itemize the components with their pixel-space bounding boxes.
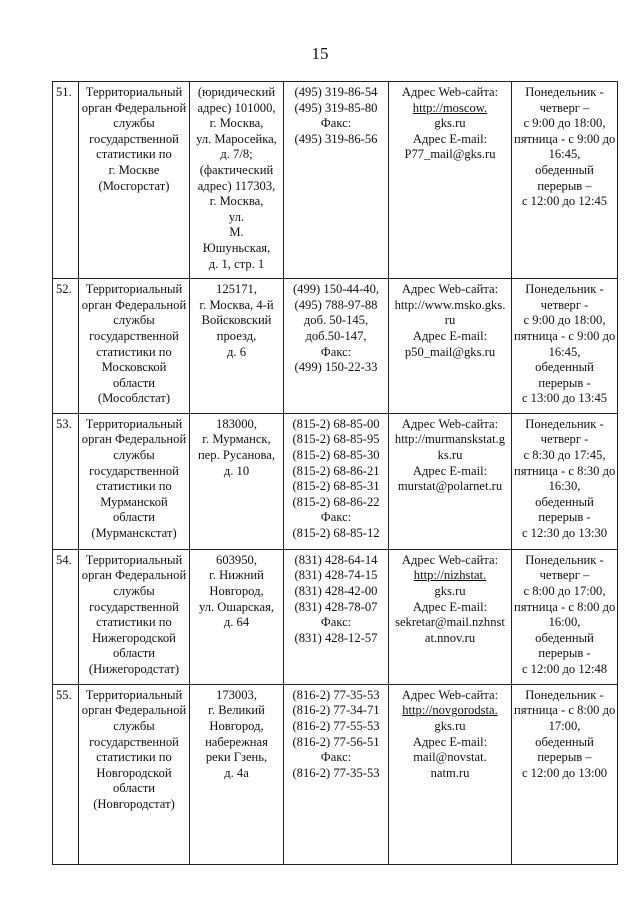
name-line: службы <box>113 448 155 463</box>
name-line: (Мособлстат) <box>97 391 171 406</box>
hours-line: четверг – <box>539 568 590 583</box>
hours-line: пятница - с 8:30 до <box>514 463 616 478</box>
hours-line: с 12:00 до 12:45 <box>521 194 608 209</box>
hours-line: с 12:00 до 13:00 <box>521 765 608 780</box>
web-line: at.nnov.ru <box>424 630 476 645</box>
phones-line: (499) 150-22-33 <box>294 360 378 375</box>
address-line: г. Москва, 4-й <box>199 297 274 312</box>
website-link[interactable]: http://nizhstat. <box>413 568 487 583</box>
phones-line: Факс: <box>320 615 352 630</box>
hours-line: Понедельник - <box>525 687 604 702</box>
hours-line: с 8:00 до 17:00, <box>523 584 606 599</box>
cell-phones <box>284 82 389 279</box>
hours-line: с 12:30 до 13:30 <box>521 526 608 541</box>
page-number: 15 <box>311 44 329 63</box>
name-line: статистики по <box>96 615 172 630</box>
phones-line: (499) 150-44-40, <box>292 282 380 297</box>
name-line: (Мурманскстат) <box>91 526 177 541</box>
hours-line: обеденный <box>535 734 594 749</box>
web-line: Адрес Web-сайта: <box>401 85 499 99</box>
web-line: murstat@polarnet.ru <box>397 479 503 494</box>
address-line: Войсковский <box>201 313 272 328</box>
address-line: (юридический <box>197 85 276 99</box>
cell-web <box>389 279 512 414</box>
address-line: д. 7/8; <box>220 147 253 162</box>
cell-web <box>389 82 512 279</box>
phones-line: (816-2) 77-35-53 <box>292 687 380 702</box>
name-line: Территориальный <box>85 687 183 702</box>
address-line: проезд, <box>216 328 257 343</box>
phones-line: Факс: <box>320 116 352 131</box>
hours-line: пятница - с 8:00 до <box>514 599 616 614</box>
web-line: Адрес Web-сайта: <box>401 416 499 431</box>
hours-line: обеденный <box>535 630 594 645</box>
name-line: службы <box>113 584 155 599</box>
name-line: государственной <box>89 328 179 343</box>
hours-line: Понедельник - <box>525 416 604 431</box>
address-line: ул. Маросейка, <box>196 131 277 146</box>
name-line: Территориальный <box>85 85 183 99</box>
name-line: Новгородской <box>96 765 172 780</box>
row-number: 51. <box>53 82 79 279</box>
address-line: г. Нижний <box>209 568 264 583</box>
name-line: орган Федеральной <box>81 432 187 447</box>
name-line: орган Федеральной <box>81 100 187 115</box>
phones-line: (831) 428-74-15 <box>294 568 378 583</box>
hours-line: четверг - <box>540 432 589 447</box>
hours-line: с 9:00 до 18:00, <box>523 116 606 131</box>
address-line: г. Москва, <box>209 116 264 131</box>
phones-line: (831) 428-78-07 <box>294 599 378 614</box>
row-number: 53. <box>53 413 79 549</box>
address-line: М. <box>229 225 244 240</box>
address-line: д. 64 <box>223 615 250 630</box>
phones-line: (816-2) 77-56-51 <box>292 734 380 749</box>
address-line: Новгород, <box>209 719 264 734</box>
web-line: Адрес Web-сайта: <box>401 282 499 297</box>
name-line: статистики по <box>96 479 172 494</box>
address-line: пер. Русанова, <box>197 448 276 463</box>
hours-line: Понедельник - <box>525 85 604 99</box>
cell-address <box>190 684 284 864</box>
hours-line: с 9:00 до 18:00, <box>523 313 606 328</box>
website-link[interactable]: http://novgorodsta. <box>402 703 498 718</box>
cell-hours <box>512 413 618 549</box>
address-line: 603950, <box>216 552 257 567</box>
phones-line: (495) 319-86-56 <box>294 131 378 146</box>
web-line: Адрес E-mail: <box>412 131 488 146</box>
name-line: государственной <box>89 463 179 478</box>
hours-line: 16:30, <box>548 479 581 494</box>
hours-line: Понедельник - <box>525 282 604 297</box>
name-line: области <box>112 510 156 525</box>
cell-phones <box>284 413 389 549</box>
phones-line: (495) 788-97-88 <box>294 297 378 312</box>
name-line: орган Федеральной <box>81 568 187 583</box>
website-link[interactable]: http://moscow. <box>412 100 488 115</box>
row-number: 55. <box>53 684 79 864</box>
phones-line: Факс: <box>320 750 352 765</box>
table-row <box>53 413 618 549</box>
address-line: Новгород, <box>209 584 264 599</box>
cell-hours <box>512 82 618 279</box>
table-row <box>53 82 618 279</box>
phones-line: (815-2) 68-85-30 <box>292 448 380 463</box>
phones-line: (816-2) 77-55-53 <box>292 719 380 734</box>
hours-line: обеденный <box>535 360 594 375</box>
phones-line: доб.50-147, <box>305 328 367 343</box>
address-line: г. Москва, <box>209 194 264 209</box>
hours-line: 17:00, <box>548 719 581 734</box>
name-line: государственной <box>89 599 179 614</box>
web-line: p50_mail@gks.ru <box>404 344 496 359</box>
cell-name <box>79 279 190 414</box>
address-line: 125171, <box>216 282 257 297</box>
address-line: 173003, <box>216 687 257 702</box>
address-line: г. Мурманск, <box>202 432 271 447</box>
web-line: ru <box>444 313 456 328</box>
name-line: (Нижегородстат) <box>88 662 180 677</box>
hours-line: перерыв - <box>538 375 591 390</box>
name-line: службы <box>113 719 155 734</box>
web-line: ks.ru <box>437 448 463 463</box>
address-line: ул. <box>228 209 245 224</box>
address-line: д. 1, стр. 1 <box>208 256 265 271</box>
name-line: области <box>112 781 156 796</box>
hours-line: четверг – <box>539 100 590 115</box>
name-line: статистики по <box>96 147 172 162</box>
cell-hours <box>512 549 618 684</box>
hours-line: с 8:30 до 17:45, <box>523 448 606 463</box>
hours-line: обеденный <box>535 494 594 509</box>
cell-name <box>79 413 190 549</box>
web-line: gks.ru <box>434 719 466 734</box>
name-line: Московской <box>101 360 167 375</box>
phones-line: доб. 50-145, <box>303 313 369 328</box>
table-row <box>53 549 618 684</box>
name-line: статистики по <box>96 344 172 359</box>
hours-line: Понедельник - <box>525 552 604 567</box>
cell-address <box>190 279 284 414</box>
web-line: natm.ru <box>430 765 470 780</box>
name-line: области <box>112 646 156 661</box>
cell-phones <box>284 279 389 414</box>
address-line: реки Гзень, <box>205 750 268 765</box>
name-line: статистики по <box>96 750 172 765</box>
phones-line: (831) 428-12-57 <box>294 630 378 645</box>
cell-address <box>190 549 284 684</box>
name-line: Территориальный <box>85 282 183 297</box>
address-line: д. 10 <box>223 463 250 478</box>
web-line: Адрес Web-сайта: <box>401 552 499 567</box>
address-line: 183000, <box>216 416 257 431</box>
name-line: Территориальный <box>85 552 183 567</box>
phones-line: (831) 428-64-14 <box>294 552 378 567</box>
phones-line: (815-2) 68-86-22 <box>292 494 380 509</box>
cell-phones <box>284 549 389 684</box>
hours-line: пятница - с 9:00 до <box>514 328 616 343</box>
web-line: Адрес E-mail: <box>412 463 488 478</box>
name-line: службы <box>113 313 155 328</box>
hours-line: четверг - <box>540 297 589 312</box>
name-line: Нижегородской <box>92 630 176 645</box>
address-line: набережная <box>205 734 268 749</box>
web-line: http://www.msko.gks. <box>394 297 506 312</box>
table-row <box>53 684 618 864</box>
name-line: (Мосгорстат) <box>98 178 170 193</box>
name-line: орган Федеральной <box>81 297 187 312</box>
phones-line: (816-2) 77-34-71 <box>292 703 380 718</box>
phones-line: (495) 319-86-54 <box>294 85 378 99</box>
row-number: 54. <box>53 549 79 684</box>
web-line: Адрес E-mail: <box>412 599 488 614</box>
hours-line: с 12:00 до 12:48 <box>521 662 608 677</box>
name-line: (Новгородстат) <box>93 797 175 812</box>
web-line: sekretar@mail.nzhnst <box>395 615 505 630</box>
phones-line: (815-2) 68-85-00 <box>292 416 380 431</box>
cell-address <box>190 413 284 549</box>
hours-line: пятница - с 9:00 до <box>514 131 616 146</box>
cell-address <box>190 82 284 279</box>
phones-line: (815-2) 68-85-31 <box>292 479 380 494</box>
cell-hours <box>512 684 618 864</box>
address-line: д. 6 <box>226 344 246 359</box>
statistics-offices-table <box>52 81 618 865</box>
hours-line: перерыв - <box>538 510 591 525</box>
phones-line: (815-2) 68-85-12 <box>292 526 380 541</box>
cell-web <box>389 684 512 864</box>
row-number: 52. <box>53 279 79 414</box>
hours-line: обеденный <box>535 162 594 177</box>
address-line: (фактический <box>199 162 274 177</box>
address-line: адрес) 117303, <box>197 178 276 193</box>
cell-name <box>79 82 190 279</box>
web-line: Адрес E-mail: <box>412 328 488 343</box>
hours-line: пятница - с 8:00 до <box>514 703 616 718</box>
web-line: gks.ru <box>434 116 466 131</box>
phones-line: (816-2) 77-35-53 <box>292 765 380 780</box>
hours-line: перерыв - <box>538 646 591 661</box>
phones-line: (815-2) 68-85-95 <box>292 432 380 447</box>
name-line: государственной <box>89 734 179 749</box>
cell-web <box>389 549 512 684</box>
web-line: mail@novstat. <box>413 750 487 765</box>
hours-line: 16:45, <box>548 344 581 359</box>
web-line: http://murmanskstat.g <box>394 432 506 447</box>
hours-line: 16:45, <box>548 147 581 162</box>
cell-name <box>79 549 190 684</box>
web-line: P77_mail@gks.ru <box>404 147 496 162</box>
web-line: gks.ru <box>434 584 466 599</box>
address-line: Юшуньская, <box>202 240 271 255</box>
hours-line: с 13:00 до 13:45 <box>521 391 608 406</box>
cell-web <box>389 413 512 549</box>
table-row <box>53 279 618 414</box>
phones-line: Факс: <box>320 510 352 525</box>
address-line: д. 4а <box>224 765 249 780</box>
phones-line: (815-2) 68-86-21 <box>292 463 380 478</box>
web-line: Адрес Web-сайта: <box>401 687 499 702</box>
cell-phones <box>284 684 389 864</box>
cell-hours <box>512 279 618 414</box>
name-line: службы <box>113 116 155 131</box>
name-line: государственной <box>89 131 179 146</box>
cell-name <box>79 684 190 864</box>
phones-line: (495) 319-85-80 <box>294 100 378 115</box>
hours-line: перерыв – <box>537 178 592 193</box>
address-line: адрес) 101000, <box>197 100 276 115</box>
address-line: ул. Ошарская, <box>198 599 275 614</box>
name-line: Территориальный <box>85 416 183 431</box>
hours-line: 16:00, <box>548 615 581 630</box>
web-line: Адрес E-mail: <box>412 734 488 749</box>
name-line: орган Федеральной <box>81 703 187 718</box>
name-line: области <box>112 375 156 390</box>
phones-line: (831) 428-42-00 <box>294 584 378 599</box>
address-line: г. Великий <box>208 703 265 718</box>
name-line: г. Москве <box>108 162 160 177</box>
phones-line: Факс: <box>320 344 352 359</box>
hours-line: перерыв – <box>537 750 592 765</box>
name-line: Мурманской <box>100 494 168 509</box>
